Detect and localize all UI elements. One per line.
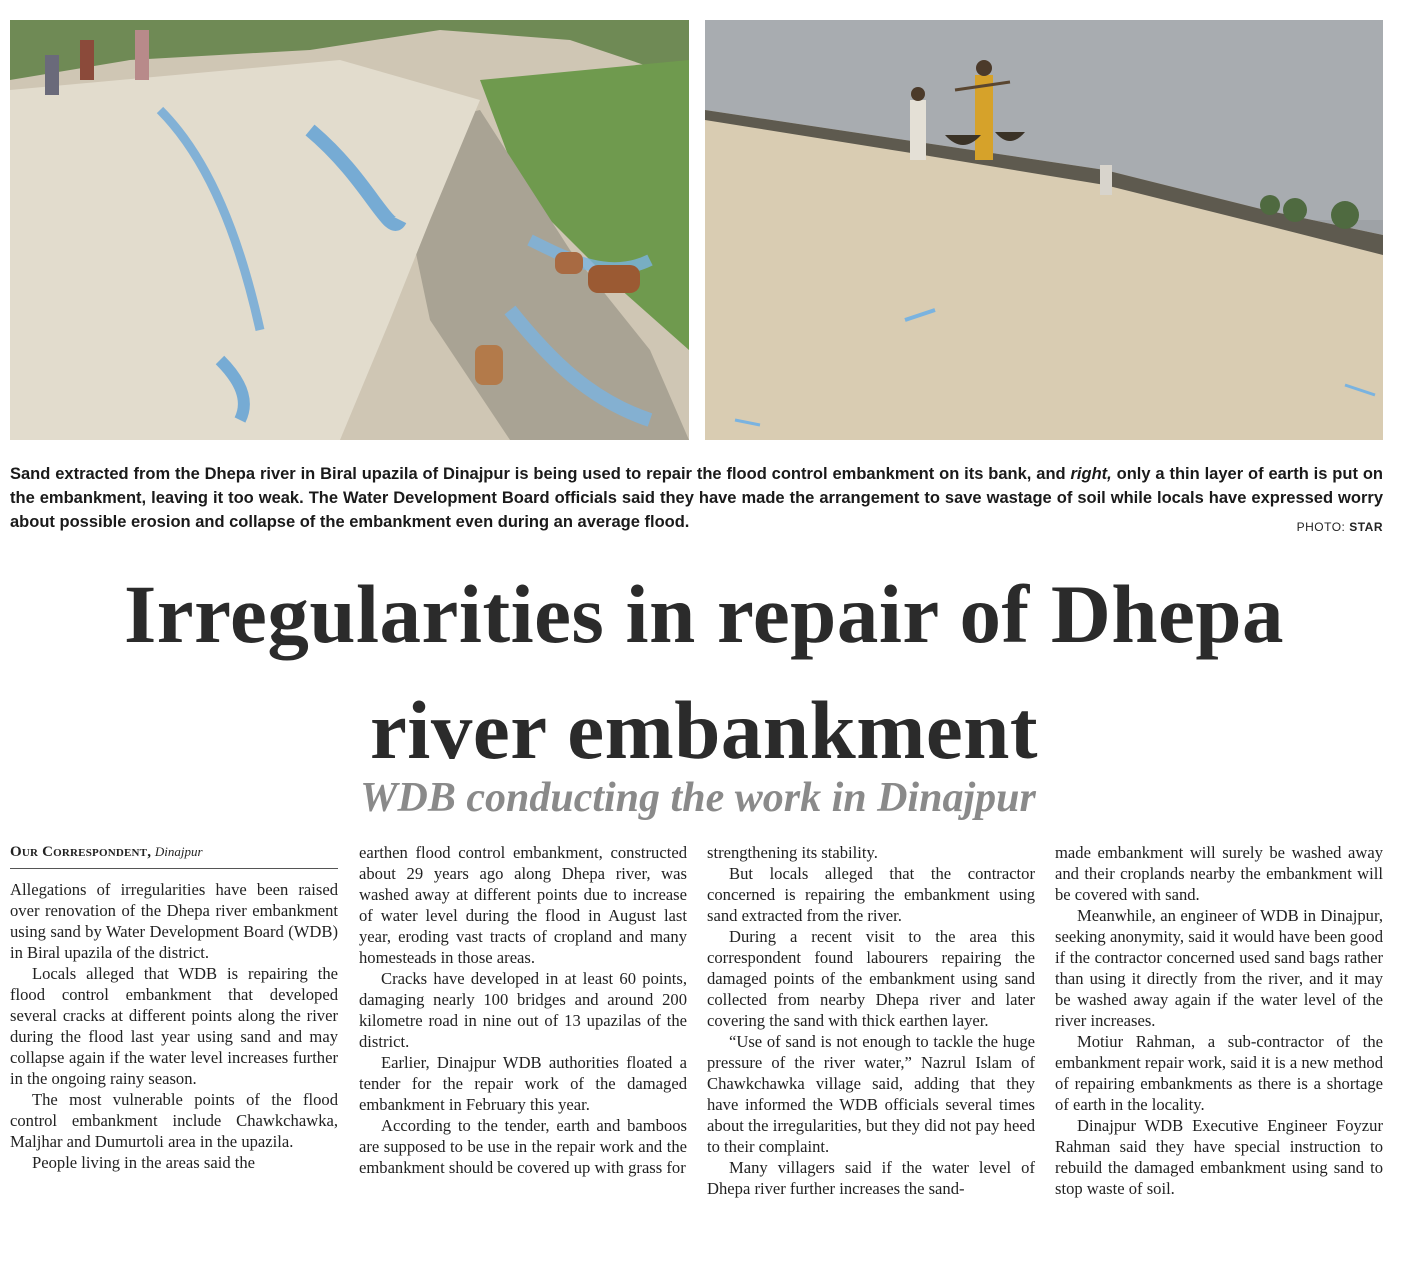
article-column-1: [10, 842, 338, 1173]
paragraph: strengthening its stability.: [707, 843, 878, 862]
photo-caption: [10, 462, 1383, 534]
paragraph: Many villagers said if the water level of Dhepa river further increases the sand-: [707, 1158, 1035, 1198]
paragraph: Motiur Rahman, a sub-contractor of the embankment repair work, said it is a new method of repairing embankments as there is a shortage of earth in the locality.: [1055, 1032, 1383, 1114]
paragraph: Allegations of irregularities have been raised over renovation of the Dhepa river embankment using sand by Water Development Board (WDB) in Biral upazila of the district.: [10, 880, 338, 962]
paragraph: made embankment will surely be washed away and their croplands nearby the embankment will be covered with sand.: [1055, 843, 1383, 904]
byline-place: Dinajpur: [154, 844, 203, 859]
paragraph: earthen flood control embankment, constructed about 29 years ago along Dhepa river, was washed away at different points due to increase of water level during the flood in August last year, eroding vast tracts of cropland and many homesteads in those areas.: [359, 843, 687, 967]
subheadline: WDB conducting the work in Dinajpur: [360, 775, 1036, 821]
paragraph: “Use of sand is not enough to tackle the huge pressure of the river water,” Nazrul Islam of Chawkchawka village said, adding that they have informed the WDB officials several times about the irregularities, but they did not pay heed to their complaint.: [707, 1032, 1035, 1156]
paragraph: Earlier, Dinajpur WDB authorities floated a tender for the repair work of the damaged embankment in February this year.: [359, 1053, 687, 1114]
paragraph: Cracks have developed in at least 60 points, damaging nearly 100 bridges and around 200 kilometre road in nine out of 13 upazilas of the district.: [359, 969, 687, 1051]
byline: [10, 842, 338, 869]
photo-embankment-cattle: [10, 20, 689, 440]
paragraph: The most vulnerable points of the flood control embankment include Chawkchawka, Maljhar and Dumurtoli area in the upazila.: [10, 1090, 338, 1151]
paragraph: Locals alleged that WDB is repairing the flood control embankment that developed several cracks at different points along the river during the flood last year using sand and may collapse again if the water level increases further in the ongoing rainy season.: [10, 964, 338, 1088]
headline-line-1: Irregularities in repair of Dhepa: [124, 568, 1284, 660]
photo-credit: [1297, 520, 1383, 534]
photo-sand-slope-labourers: [705, 20, 1383, 440]
photo-credit-source: STAR: [1349, 520, 1383, 534]
caption-text-start: Sand extracted from the Dhepa river in Biral upazila of Dinajpur is being used to repair the flood control embankment on its bank, and: [10, 465, 1071, 483]
paragraph: But locals alleged that the contractor concerned is repairing the embankment using sand extracted from the river.: [707, 864, 1035, 925]
article-column-3: [707, 842, 1035, 1199]
headline-line-2: river embankment: [369, 684, 1039, 776]
paragraph: Dinajpur WDB Executive Engineer Foyzur Rahman said they have special instruction to rebuild the damaged embankment using sand to stop waste of soil.: [1055, 1116, 1383, 1198]
paragraph: People living in the areas said the: [32, 1153, 256, 1172]
headline: [0, 556, 1408, 788]
paragraph: During a recent visit to the area this correspondent found labourers repairing the damaged points of the embankment using sand collected from nearby Dhepa river and later covering the sand with thick earthen layer.: [707, 927, 1035, 1030]
article-column-4: [1055, 842, 1383, 1199]
photo-credit-label: PHOTO:: [1296, 520, 1350, 534]
paragraph: Meanwhile, an engineer of WDB in Dinajpur, seeking anonymity, said it would have been good if the contractor concerned used sand bags rather than using it directly from the river, and it may be washed away again if the water level of the river increases.: [1055, 906, 1383, 1030]
caption-right-word: right,: [1070, 465, 1112, 483]
article-column-2: [359, 842, 687, 1178]
paragraph: According to the tender, earth and bamboos are supposed to be use in the repair work and the embankment should be covered up with grass for: [359, 1116, 687, 1177]
caption-text-end: only a thin layer of earth is put on the embankment, leaving it too weak. The Water Development Board officials said they have made the arrangement to save wastage of soil while locals have expressed worry about possible erosion and collapse of the embankment even during an average flood.: [10, 465, 1383, 531]
byline-name: Our Correspondent,: [10, 844, 152, 860]
